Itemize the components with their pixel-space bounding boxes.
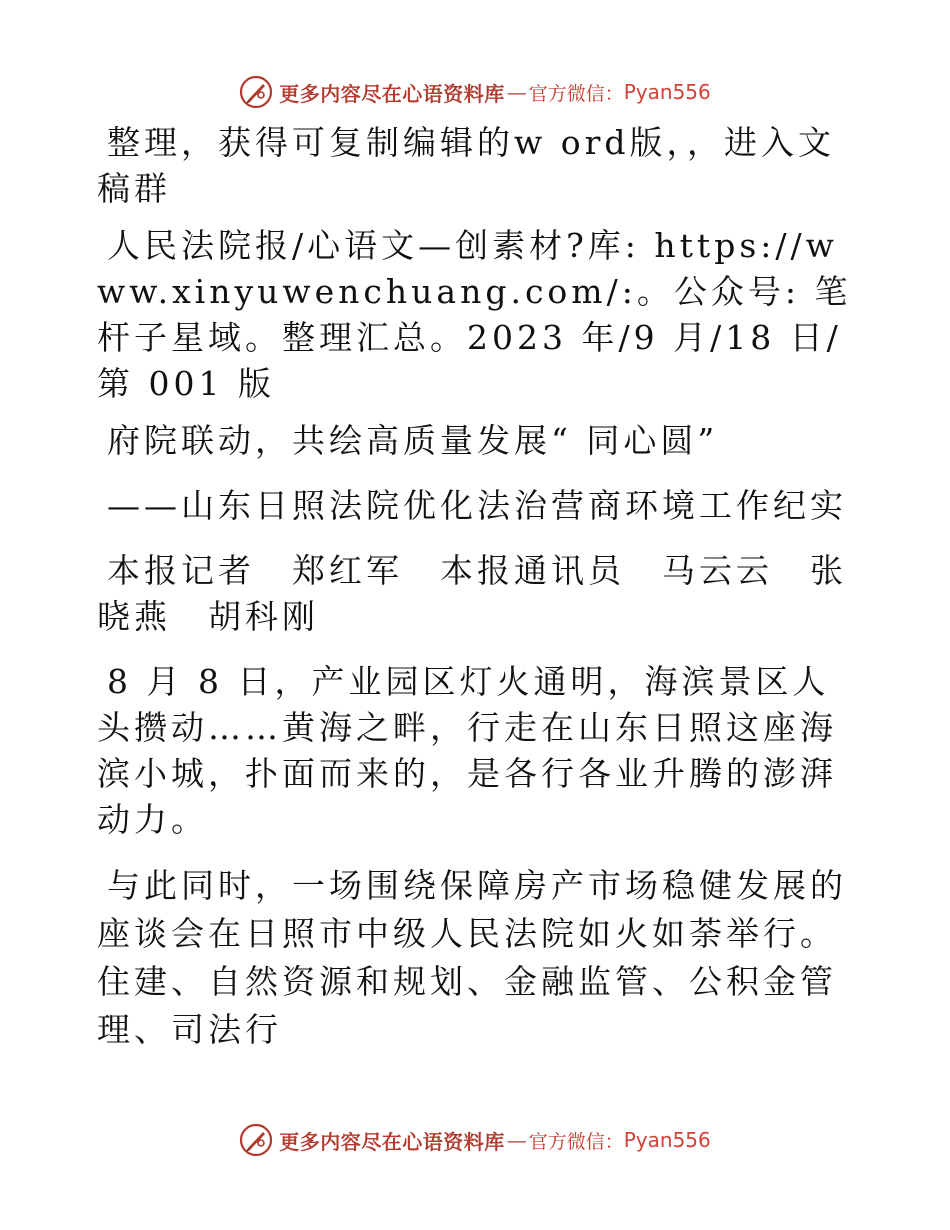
paragraph-source-line: 人民法院报/心语文—创素材?库: https://www.xinyuwenchuang.com/:。公众号: 笔杆子星域。整理汇总。2023 年/9 月/18 日/第 001 版 bbox=[97, 226, 852, 403]
banner-main-text: 更多内容尽在心语资料库 bbox=[279, 1129, 505, 1154]
banner-main-text: 更多内容尽在心语资料库 bbox=[279, 81, 505, 106]
banner-wechat-id: Pyan556 bbox=[623, 80, 711, 104]
footer-banner bbox=[0, 1120, 950, 1160]
quill-pen-logo-icon bbox=[239, 75, 273, 109]
banner-wechat-id: Pyan556 bbox=[623, 1128, 711, 1152]
banner-dash: — bbox=[506, 1128, 527, 1152]
header-banner bbox=[0, 72, 950, 112]
banner-wechat-label: 官方微信： bbox=[528, 1130, 624, 1153]
paragraph-body-2: 与此同时，一场围绕保障房产市场稳健发展的座谈会在日照市中级人民法院如火如荼举行。住建、自然资源和规划、金融监管、公积金管理、司法行 bbox=[97, 866, 847, 1049]
article-title: 府院联动，共绘高质量发展“ 同心圆” bbox=[107, 421, 719, 460]
article-subtitle: ——山东日照法院优化法治营商环境工作纪实 bbox=[107, 486, 847, 525]
banner-wechat-label: 官方微信： bbox=[528, 82, 624, 105]
article-byline: 本报记者 郑红军 本报通讯员 马云云 张晓燕 胡科刚 bbox=[97, 551, 847, 636]
quill-pen-logo-icon bbox=[239, 1123, 273, 1157]
banner-dash: — bbox=[506, 80, 527, 104]
paragraph-intro-note: 整理，获得可复制编辑的w ord版，，进入文稿群 bbox=[97, 123, 836, 208]
paragraph-body-1: 8 月 8 日，产业园区灯火通明，海滨景区人头攒动……黄海之畔，行走在山东日照这座海滨小城，扑面而来的，是各行各业升腾的澎湃动力。 bbox=[97, 662, 837, 839]
document-body bbox=[97, 120, 857, 1073]
